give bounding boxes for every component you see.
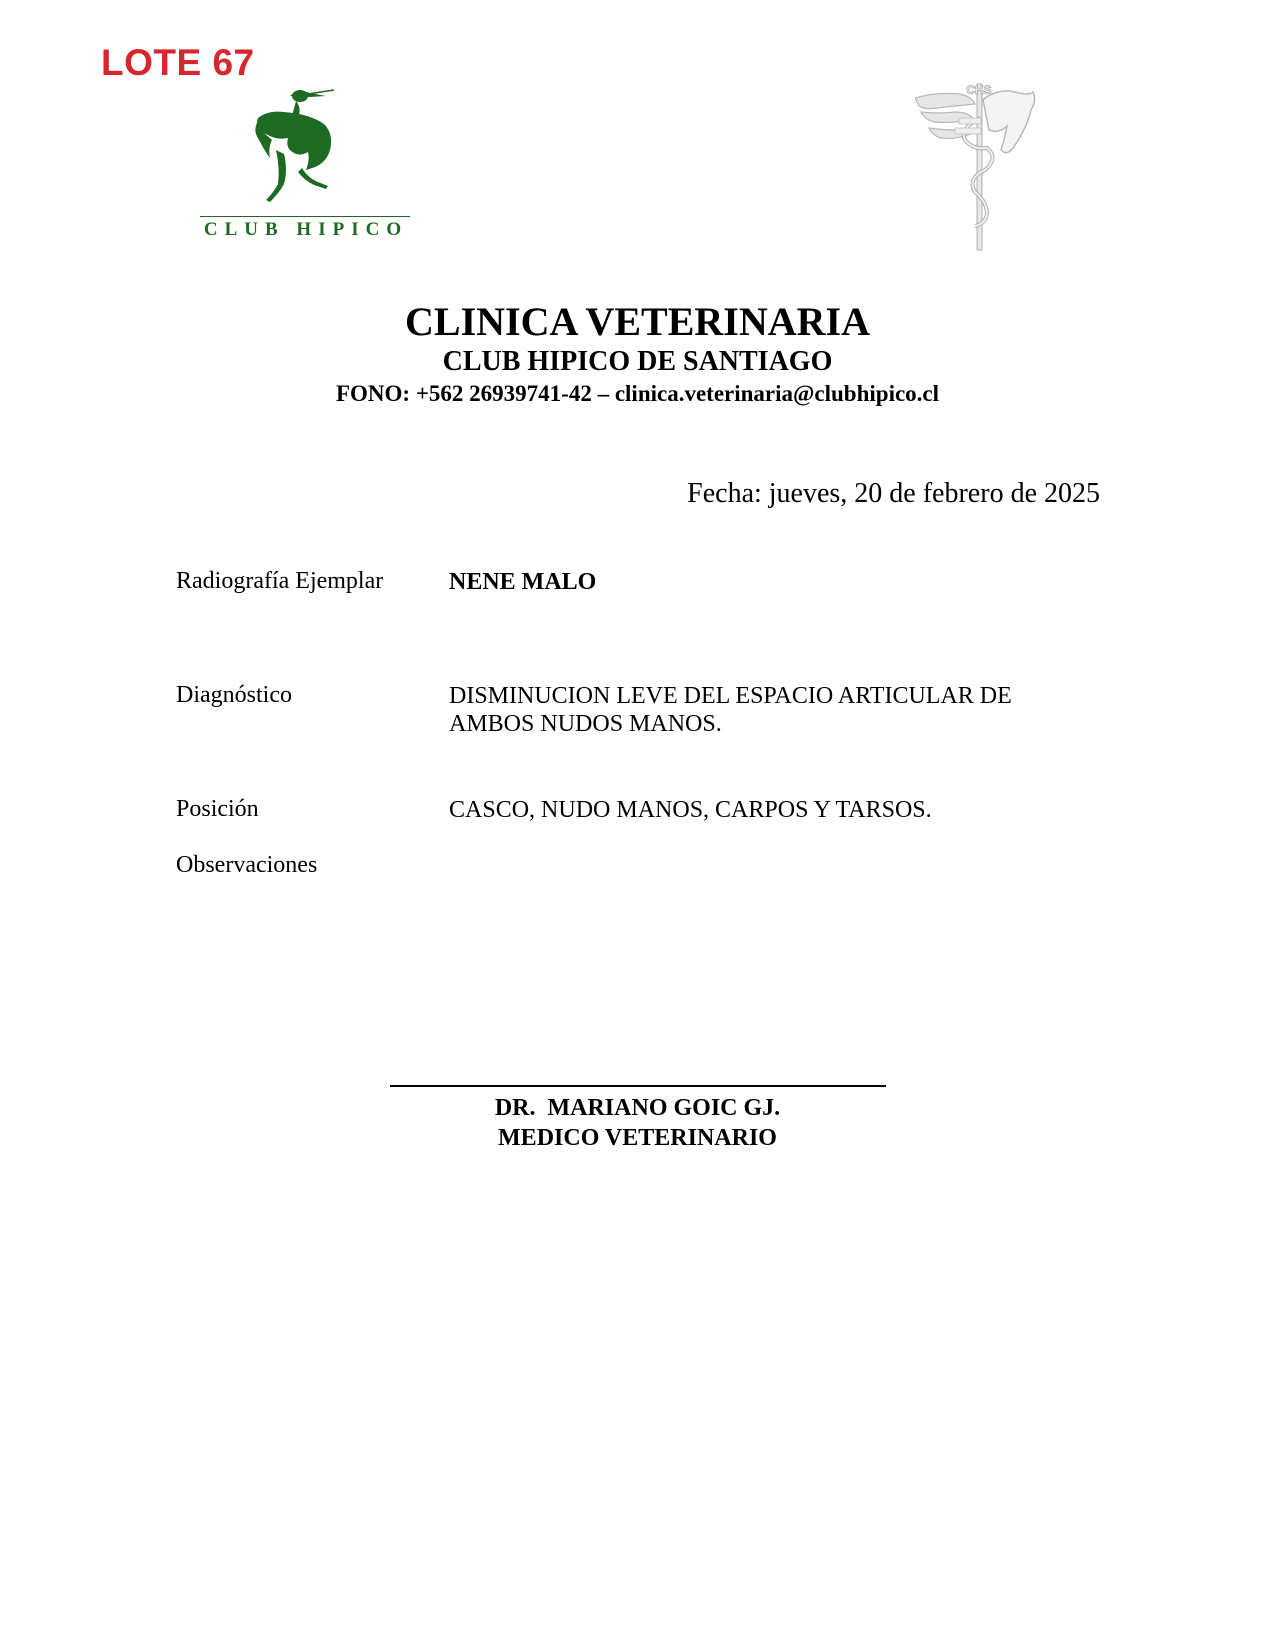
lot-label: LOTE 67 bbox=[101, 42, 255, 83]
signature-name: DR. MARIANO GOIC GJ. bbox=[494, 1095, 781, 1121]
signature-line bbox=[390, 1085, 886, 1087]
specimen-label: Radiografía Ejemplar bbox=[176, 568, 384, 594]
club-hipico-logo bbox=[198, 88, 414, 248]
emblem-chs-text: CHS bbox=[966, 83, 992, 97]
veterinary-emblem bbox=[915, 78, 1047, 258]
clinic-title: CLINICA VETERINARIA bbox=[405, 299, 870, 344]
diagnosis-value: DISMINUCION LEVE DEL ESPACIO ARTICULAR DE AMBOS NUDOS MANOS. bbox=[449, 683, 1012, 737]
horse-rider-logo-icon bbox=[198, 88, 414, 216]
clinic-header bbox=[0, 300, 1275, 408]
specimen-value: NENE MALO bbox=[449, 569, 597, 595]
signature-block bbox=[0, 1085, 1275, 1153]
logo-underline bbox=[200, 216, 410, 217]
club-subtitle: CLUB HIPICO DE SANTIAGO bbox=[442, 346, 833, 377]
position-label: Posición bbox=[176, 796, 259, 822]
position-value: CASCO, NUDO MANOS, CARPOS Y TARSOS. bbox=[449, 797, 932, 823]
signature-role: MEDICO VETERINARIO bbox=[498, 1125, 777, 1151]
veterinary-caduceus-horse-emblem-icon bbox=[915, 78, 1047, 258]
observations-label: Observaciones bbox=[176, 852, 318, 878]
contact-line: FONO: +562 26939741-42 – clinica.veterinaria@clubhipico.cl bbox=[335, 381, 940, 406]
diagnosis-label: Diagnóstico bbox=[176, 682, 292, 708]
club-hipico-logo-text: CLUB HIPICO bbox=[203, 219, 409, 240]
report-date: Fecha: jueves, 20 de febrero de 2025 bbox=[687, 478, 1100, 509]
